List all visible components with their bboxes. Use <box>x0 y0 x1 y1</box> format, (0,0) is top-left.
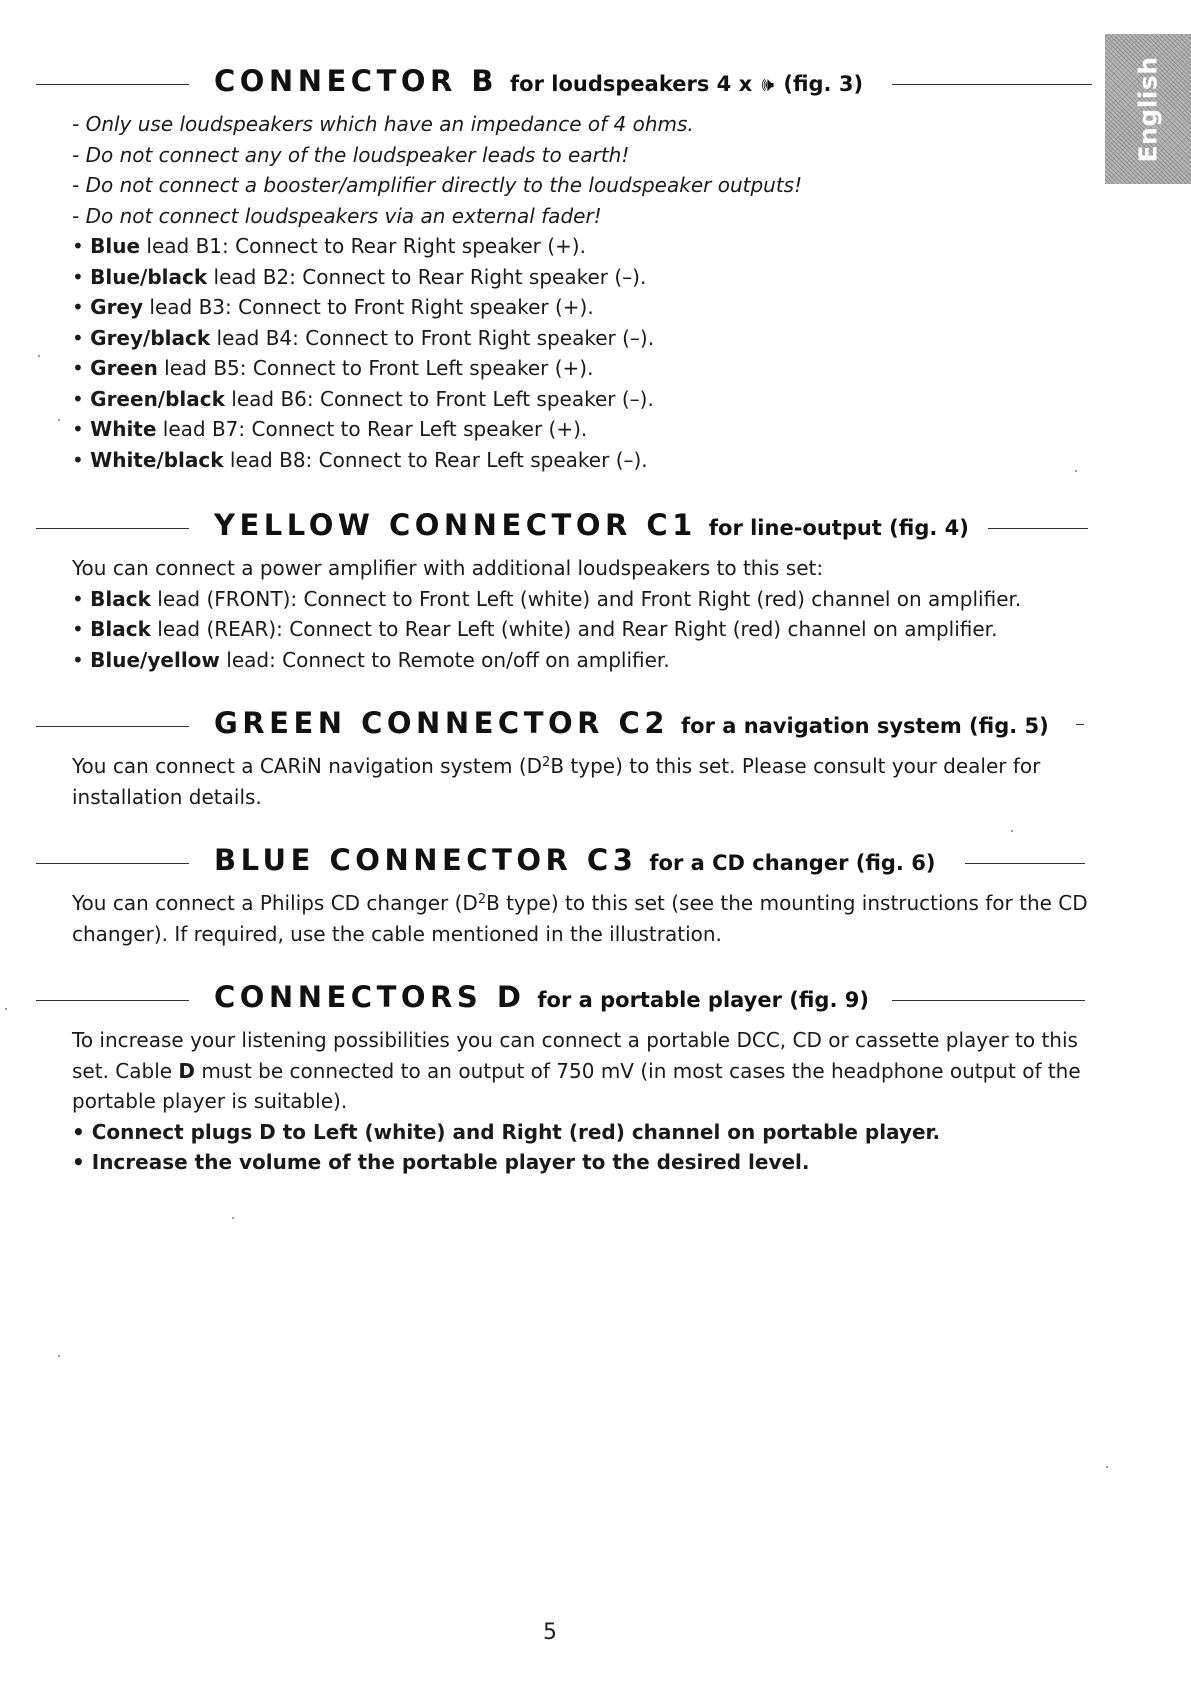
body-text: B type) to this set. Please consult your dealer for installation details. <box>72 754 1041 809</box>
note-line: - Do not connect any of the loudspeaker leads to earth! <box>72 142 630 167</box>
heading-text <box>214 508 969 548</box>
lead-color: Black <box>90 586 151 611</box>
section-heading <box>0 508 1100 548</box>
section-body <box>72 751 1092 812</box>
lead-line: • Grey lead B3: Connect to Front Right speaker (+). <box>72 295 594 319</box>
subtitle-post: (fig. 3) <box>783 72 864 96</box>
section-connector-b <box>0 64 1100 472</box>
scan-speck <box>232 1217 234 1219</box>
heading-rule-right <box>892 1000 1085 1001</box>
heading-rule-left <box>36 528 189 529</box>
lead-line: • Blue/yellow lead: Connect to Remote on/off on amplifier. <box>72 647 670 672</box>
lead-color: Grey/black <box>90 325 211 350</box>
lead-text: lead B4: Connect to Front Right speaker (–). <box>210 325 655 350</box>
lead-color: Grey <box>90 295 144 319</box>
bullet-line: • Connect plugs D to Left (white) and Right (red) channel on portable player. <box>72 1119 941 1144</box>
lead-line: • Black lead (REAR): Connect to Rear Left (white) and Rear Right (red) channel on amplifier. <box>72 617 998 641</box>
cable-label: D <box>178 1058 196 1083</box>
body-text: You can connect a Philips CD changer (D <box>72 891 478 915</box>
note-line: - Do not connect a booster/amplifier directly to the loudspeaker outputs! <box>72 173 803 197</box>
heading-text <box>214 843 935 883</box>
section-heading <box>0 843 1100 883</box>
scan-speck <box>38 355 40 357</box>
section-blue-connector-c3 <box>0 843 1100 946</box>
lead-color: Black <box>90 617 151 641</box>
lead-line: • Grey/black lead B4: Connect to Front Right speaker (–). <box>72 325 655 350</box>
section-green-connector-c2 <box>0 706 1100 809</box>
lead-color: Green <box>90 356 158 380</box>
section-body <box>72 553 1021 675</box>
section-title: GREEN CONNECTOR C2 <box>214 706 670 740</box>
section-subtitle: for a CD changer (fig. 6) <box>649 851 936 875</box>
lead-line: • White/black lead B8: Connect to Rear Left speaker (–). <box>72 447 648 472</box>
section-title: CONNECTOR B <box>214 64 499 98</box>
section-title: CONNECTORS D <box>214 980 526 1014</box>
lead-line: • Blue/black lead B2: Connect to Rear Right speaker (–). <box>72 264 647 289</box>
heading-rule-right <box>965 863 1085 864</box>
subtitle-pre: for loudspeakers 4 x <box>510 72 753 96</box>
lead-text: lead B1: Connect to Rear Right speaker (+). <box>140 234 586 258</box>
lead-text: lead B5: Connect to Front Left speaker (+). <box>157 356 594 380</box>
section-subtitle: for line-output (fig. 4) <box>708 516 969 540</box>
section-heading <box>0 64 1100 104</box>
section-subtitle: for a portable player (fig. 9) <box>537 988 869 1012</box>
section-subtitle <box>510 72 863 96</box>
scan-speck <box>58 419 60 421</box>
lead-text: lead: Connect to Remote on/off on amplifier. <box>219 647 670 672</box>
bullet-text: Connect plugs D to Left (white) and Right (red) channel on portable player. <box>91 1119 941 1144</box>
superscript: 2 <box>542 755 551 770</box>
lead-line: • Green lead B5: Connect to Front Left speaker (+). <box>72 356 594 380</box>
bullet-text: Increase the volume of the portable player to the desired level. <box>91 1150 810 1174</box>
lead-line: • Black lead (FRONT): Connect to Front Left (white) and Front Right (red) channel on amplifier. <box>72 586 1022 611</box>
lead-text: lead (FRONT): Connect to Front Left (white) and Front Right (red) channel on amplifier. <box>150 586 1022 611</box>
page-number: 5 <box>543 1620 557 1645</box>
section-heading <box>0 980 1100 1020</box>
section-body <box>72 888 1092 949</box>
section-title: YELLOW CONNECTOR C1 <box>214 508 697 542</box>
lead-color: Blue <box>90 234 141 258</box>
body-text: To increase your listening possibilities you can connect a portable DCC, CD or cassette player to this set. Cable <box>72 1028 1078 1083</box>
heading-text <box>214 64 863 104</box>
heading-rule-left <box>36 726 189 727</box>
heading-rule-left <box>36 84 189 85</box>
lead-line: • Blue lead B1: Connect to Rear Right speaker (+). <box>72 234 586 258</box>
paragraph <box>72 1025 1092 1117</box>
bullet-line: • Increase the volume of the portable player to the desired level. <box>72 1150 810 1174</box>
lead-text: lead B2: Connect to Rear Right speaker (–). <box>207 264 647 289</box>
lead-line: • White lead B7: Connect to Rear Left speaker (+). <box>72 417 588 441</box>
section-heading <box>0 706 1100 746</box>
lead-color: Green/black <box>90 386 225 411</box>
lead-text: lead B8: Connect to Rear Left speaker (–). <box>223 447 648 472</box>
heading-text <box>214 980 869 1020</box>
heading-rule-right <box>892 84 1092 85</box>
scan-speck <box>5 1008 7 1010</box>
heading-rule-right <box>1076 724 1084 725</box>
speaker-icon: 🕪 <box>761 72 775 96</box>
lead-line: • Green/black lead B6: Connect to Front Left speaker (–). <box>72 386 654 411</box>
section-connectors-d <box>0 980 1100 1174</box>
lead-color: White <box>90 417 157 441</box>
lead-color: White/black <box>90 447 224 472</box>
lead-text: lead (REAR): Connect to Rear Left (white) and Rear Right (red) channel on amplifier. <box>150 617 998 641</box>
body-text: B type) to this set (see the mounting instructions for the CD changer). If required, use the cable mentioned in the illustration. <box>72 891 1088 946</box>
superscript: 2 <box>477 892 487 907</box>
scan-speck <box>1106 1466 1108 1468</box>
scan-speck <box>1075 470 1077 472</box>
section-yellow-connector-c1 <box>0 508 1100 672</box>
body-text: You can connect a CARiN navigation system (D <box>72 754 543 778</box>
lead-color: Blue/yellow <box>90 647 220 672</box>
section-title: BLUE CONNECTOR C3 <box>214 843 638 877</box>
note-line: - Do not connect loudspeakers via an external fader! <box>72 203 602 228</box>
language-tab <box>1105 34 1191 184</box>
note-line: - Only use loudspeakers which have an impedance of 4 ohms. <box>72 112 694 136</box>
lead-text: lead B7: Connect to Rear Left speaker (+). <box>156 417 588 441</box>
section-body <box>72 1025 1092 1178</box>
language-tab-label: English <box>1133 55 1163 163</box>
intro-line: You can connect a power amplifier with additional loudspeakers to this set: <box>72 556 824 580</box>
heading-rule-right <box>988 528 1088 529</box>
lead-color: Blue/black <box>90 264 208 289</box>
body-text: must be connected to an output of 750 mV (in most cases the headphone output of the portable player is suitable). <box>72 1058 1081 1113</box>
scan-speck <box>1011 830 1013 832</box>
lead-text: lead B6: Connect to Front Left speaker (–). <box>224 386 654 411</box>
scan-speck <box>58 1355 60 1357</box>
heading-rule-left <box>36 863 189 864</box>
lead-text: lead B3: Connect to Front Right speaker (+). <box>143 295 594 319</box>
section-subtitle: for a navigation system (fig. 5) <box>681 714 1049 738</box>
heading-text <box>214 706 1049 746</box>
heading-rule-left <box>36 1000 189 1001</box>
section-body <box>72 109 802 475</box>
